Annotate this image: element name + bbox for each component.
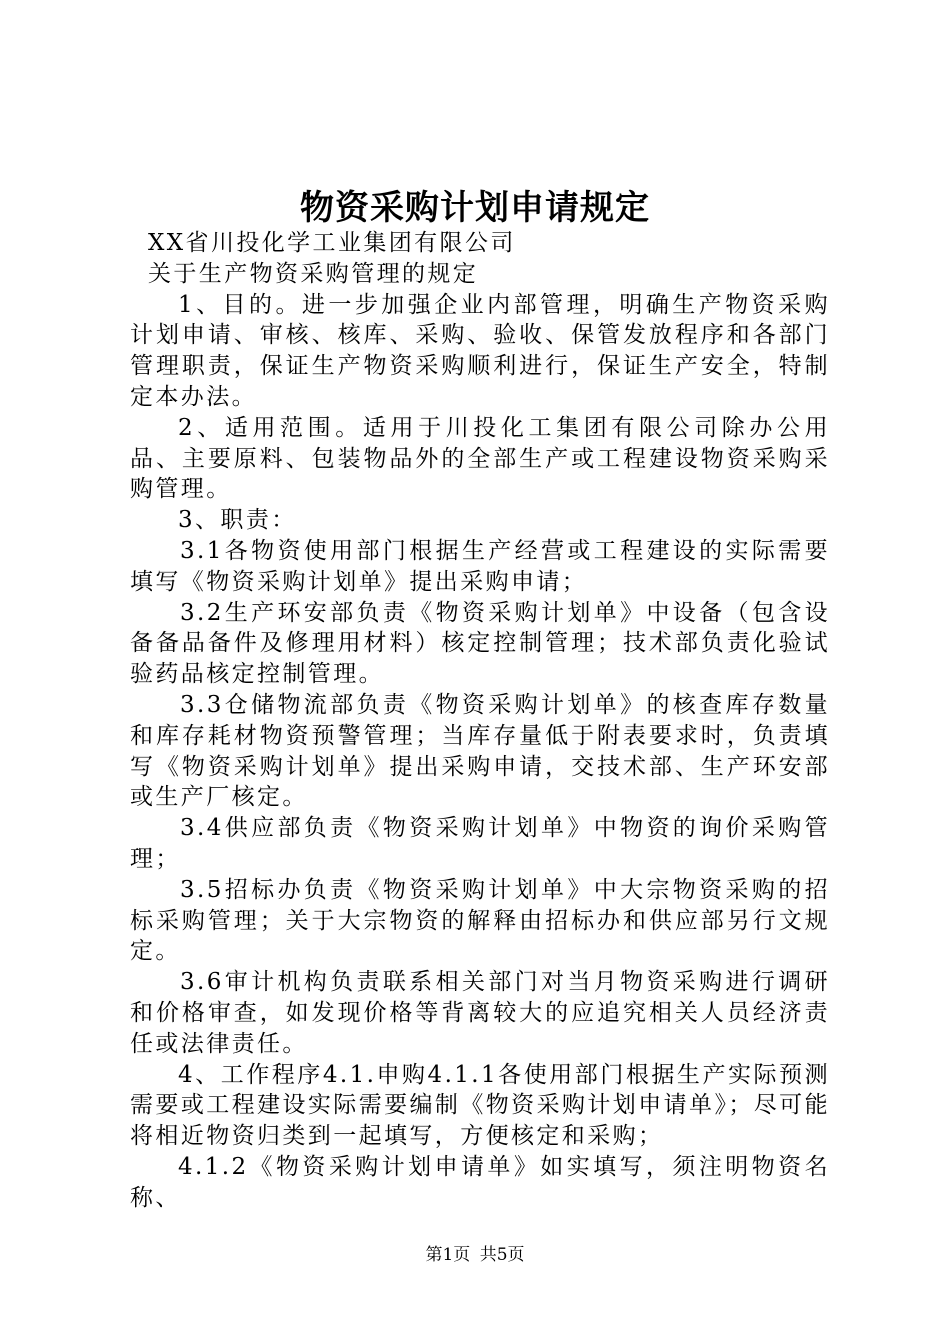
clause-3-2: 3.2生产环安部负责《物资采购计划单》中设备（包含设备备品备件及修理用材料）核定控制管理；技术部负责化验试验药品核定控制管理。 (130, 599, 830, 688)
clause-3-3: 3.3仓储物流部负责《物资采购计划单》的核查库存数量和库存耗材物资预警管理；当库存量低于附表要求时，负责填写《物资采购计划单》提出采购申请，交技术部、生产环安部或生产厂核定。 (130, 691, 830, 811)
section-purpose: 1、目的。进一步加强企业内部管理，明确生产物资采购计划申请、审核、核库、采购、验收、保管发放程序和各部门管理职责，保证生产物资采购顺利进行，保证生产安全，特制定本办法。 (130, 291, 830, 410)
clause-3-4: 3.4供应部负责《物资采购计划单》中物资的询价采购管理； (130, 815, 830, 872)
section-responsibilities-heading: 3、职责： (178, 507, 297, 534)
document-title: 物资采购计划申请规定 (300, 188, 650, 228)
page-footer (0, 1243, 950, 1267)
clause-4-1-2: 4.1.2《物资采购计划申请单》如实填写，须注明物资名称、 (130, 1153, 830, 1211)
section-scope: 2、适用范围。适用于川投化工集团有限公司除办公用品、主要原料、包装物品外的全部生产或工程建设物资采购采购管理。 (130, 414, 830, 503)
total-pages: 共5页 (479, 1245, 525, 1265)
clause-3-6: 3.6审计机构负责联系相关部门对当月物资采购进行调研和价格审查，如发现价格等背离较大的应追究相关人员经济责任或法律责任。 (130, 969, 830, 1057)
clause-3-1: 3.1各物资使用部门根据生产经营或工程建设的实际需要填写《物资采购计划单》提出采购申请； (130, 537, 830, 595)
section-procedure: 4、工作程序4.1.申购4.1.1各使用部门根据生产实际预测需要或工程建设实际需要编制《物资采购计划申请单》；尽可能将相近物资归类到一起填写，方便核定和采购； (130, 1061, 830, 1150)
company-name: XX省川投化学工业集团有限公司 (148, 230, 516, 256)
clause-3-5: 3.5招标办负责《物资采购计划单》中大宗物资采购的招标采购管理；关于大宗物资的解释由招标办和供应部另行文规定。 (130, 876, 830, 965)
document-subtitle: 关于生产物资采购管理的规定 (148, 260, 479, 287)
document-body (130, 228, 830, 1214)
page-number: 第1页 (425, 1245, 471, 1265)
